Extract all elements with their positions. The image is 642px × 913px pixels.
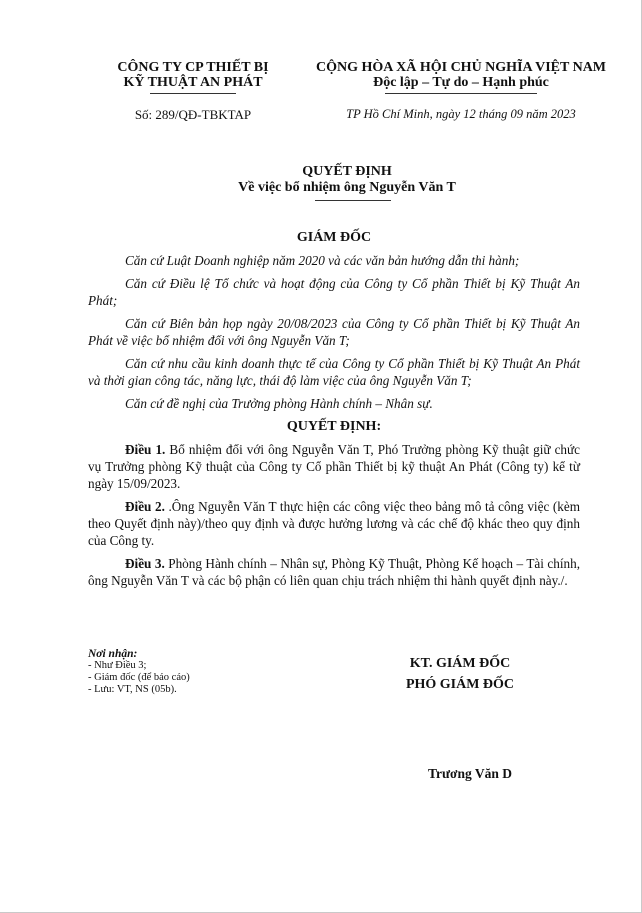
- signer-name: Trương Văn D: [427, 766, 513, 781]
- article-2-text: .Ông Nguyễn Văn T thực hiện các công việc theo bảng mô tả công việc (kèm theo Quyết định này)/theo quy định và được hưởng lương và các chế độ khác theo quy định của Công ty.: [88, 499, 580, 548]
- article-3: [88, 555, 580, 589]
- company-name-line2: KỸ THUẬT AN PHÁT: [123, 75, 263, 90]
- article-2-label: Điều 2.: [125, 499, 165, 514]
- motto-underline: [385, 93, 537, 94]
- title-main: QUYẾT ĐỊNH: [302, 164, 392, 179]
- recipients-label: Nơi nhận:: [88, 648, 138, 660]
- article-3-label: Điều 3.: [125, 556, 165, 571]
- authority-heading: GIÁM ĐỐC: [296, 230, 372, 245]
- recipients-block: [88, 648, 248, 696]
- company-underline: [150, 93, 236, 94]
- national-header: [316, 60, 606, 90]
- title-underline: [315, 200, 391, 201]
- national-motto: Độc lập – Tự do – Hạnh phúc: [373, 75, 549, 90]
- consideration-4: Căn cứ nhu cầu kinh doanh thực tế của Công ty Cổ phần Thiết bị Kỹ Thuật An Phát và thời gian công tác, năng lực, thái độ làm việc của ông Nguyễn Văn T;: [88, 356, 580, 388]
- article-1-text: Bổ nhiệm đối với ông Nguyễn Văn T, Phó Trưởng phòng Kỹ thuật giữ chức vụ Trưởng phòng Kỹ thuật của Công ty Cổ phần Thiết bị kỹ thuật An Phát (Công ty) kể từ ngày 15/09/2023.: [88, 442, 581, 491]
- consideration-3: Căn cứ Biên bản họp ngày 20/08/2023 của Công ty Cổ phần Thiết bị Kỹ Thuật An Phát về việc bổ nhiệm đối với ông Nguyễn Văn T;: [88, 316, 580, 348]
- consideration-2: Căn cứ Điều lệ Tổ chức và hoạt động của Công ty Cổ phần Thiết bị Kỹ Thuật An Phát;: [88, 276, 580, 308]
- document-title: [88, 164, 606, 196]
- title-subject: Về việc bổ nhiệm ông Nguyễn Văn T: [238, 180, 456, 195]
- article-3-text: Phòng Hành chính – Nhân sự, Phòng Kỹ Thuật, Phòng Kế hoạch – Tài chính, ông Nguyễn Văn T và các bộ phận có liên quan chịu trách nhiệm thi hành quyết định này./.: [88, 556, 580, 588]
- consideration-1: Căn cứ Luật Doanh nghiệp năm 2020 và các văn bản hướng dẫn thi hành;: [125, 253, 520, 268]
- signature-block: [370, 653, 550, 695]
- article-1-label: Điều 1.: [125, 442, 166, 457]
- decision-heading: QUYẾT ĐỊNH:: [286, 419, 382, 434]
- article-1: [88, 441, 580, 492]
- consideration-5: Căn cứ đề nghị của Trưởng phòng Hành chính – Nhân sự.: [125, 396, 433, 411]
- article-2: [88, 498, 580, 549]
- recipient-item: - Như Điều 3;: [88, 660, 147, 671]
- company-name: [88, 60, 298, 90]
- company-name-line1: CÔNG TY CP THIẾT BỊ: [117, 60, 269, 75]
- signature-line1: KT. GIÁM ĐỐC: [409, 656, 511, 671]
- document-body: [88, 229, 580, 595]
- place-and-date: TP Hồ Chí Minh, ngày 12 tháng 09 năm 2023: [346, 107, 576, 121]
- recipient-item: - Lưu: VT, NS (05b).: [88, 684, 177, 695]
- document-number: Số: 289/QĐ-TBKTAP: [134, 107, 252, 122]
- signature-line2: PHÓ GIÁM ĐỐC: [405, 677, 515, 692]
- republic-name: CỘNG HÒA XÃ HỘI CHỦ NGHĨA VIỆT NAM: [316, 60, 607, 75]
- recipient-item: - Giám đốc (để báo cáo): [88, 672, 190, 683]
